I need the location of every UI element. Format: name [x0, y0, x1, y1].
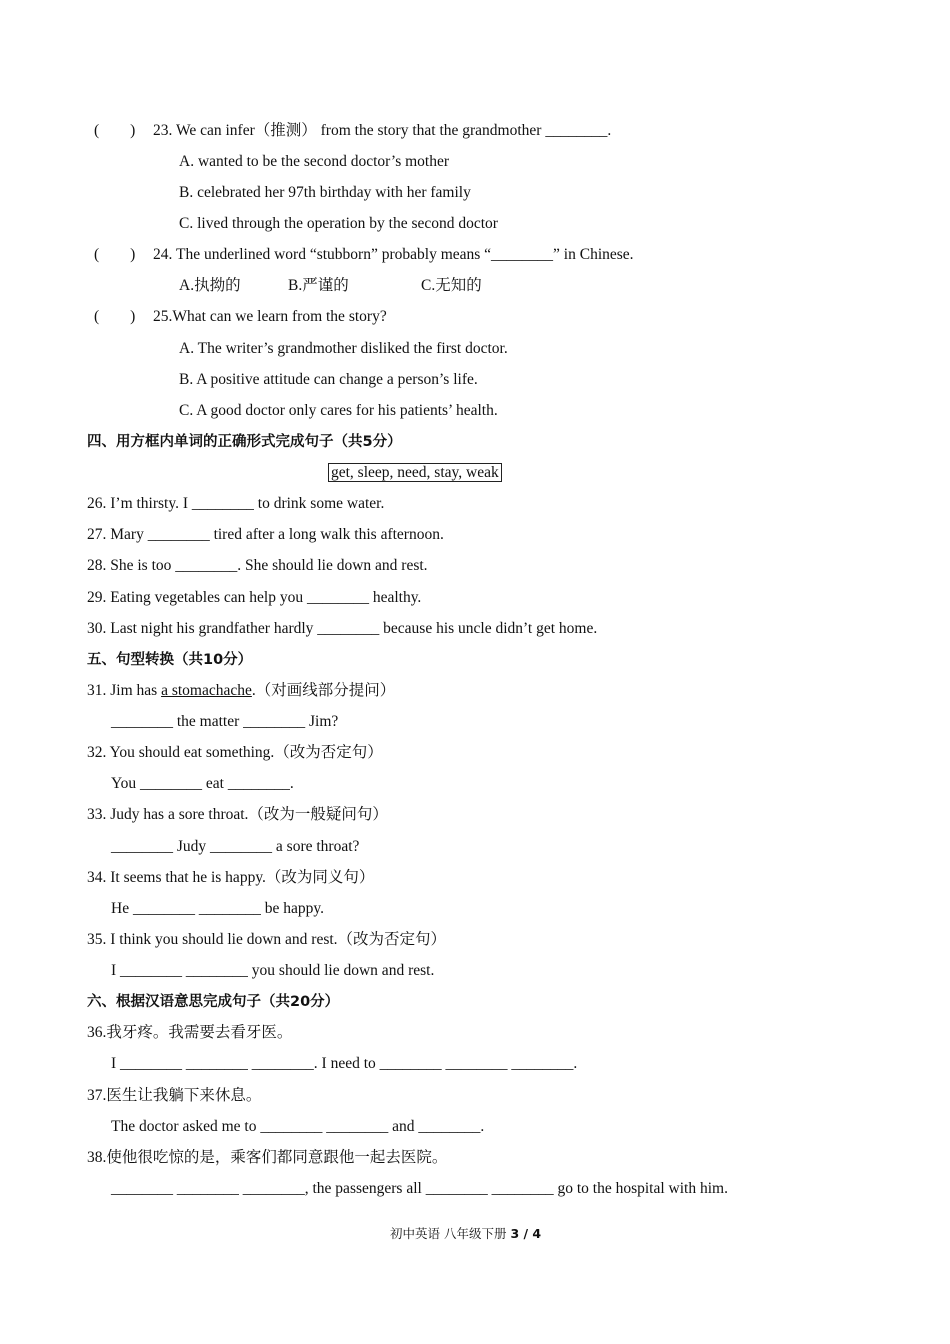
- q31-pre: 31. Jim has: [87, 682, 162, 699]
- q23-option-a: A. wanted to be the second doctor’s mother: [179, 153, 450, 170]
- page-number: 3 / 4: [510, 1226, 542, 1241]
- q24-option-c: C.无知的: [421, 277, 482, 294]
- q32-answer: You ________ eat ________.: [111, 775, 294, 792]
- section6-heading: 六、根据汉语意思完成句子（共20分）: [87, 994, 340, 1010]
- q25-stem: 25.What can we learn from the story?: [153, 308, 387, 325]
- page-footer: [390, 1224, 541, 1244]
- q31-answer: ________ the matter ________ Jim?: [111, 713, 339, 730]
- q34-answer: He ________ ________ be happy.: [111, 900, 324, 917]
- q38-answer: ________ ________ ________, the passengers all ________ ________ go to the hospital with him.: [111, 1180, 728, 1197]
- q34-stem: 34. It seems that he is happy.（改为同义句）: [87, 869, 375, 886]
- q37-stem: 37.医生让我躺下来休息。: [87, 1087, 262, 1104]
- q35-stem: 35. I think you should lie down and rest.（改为否定句）: [87, 931, 447, 948]
- q23-paren: ( ): [94, 122, 136, 139]
- q31-post: .（对画线部分提问）: [251, 682, 396, 699]
- q29: 29. Eating vegetables can help you ________ healthy.: [87, 589, 422, 606]
- q23-option-b: B. celebrated her 97th birthday with her family: [179, 184, 471, 201]
- q37-answer: The doctor asked me to ________ ________ and ________.: [111, 1118, 485, 1135]
- q24-option-a: A.执拗的: [179, 277, 241, 294]
- q26: 26. I’m thirsty. I ________ to drink some water.: [87, 495, 385, 512]
- q24-paren: ( ): [94, 246, 136, 263]
- q32-stem: 32. You should eat something.（改为否定句）: [87, 744, 383, 761]
- q28: 28. She is too ________. She should lie down and rest.: [87, 557, 428, 574]
- q24-stem: 24. The underlined word “stubborn” probably means “________” in Chinese.: [153, 246, 634, 263]
- q36-answer: I ________ ________ ________. I need to ________ ________ ________.: [111, 1055, 578, 1072]
- word-box: [328, 463, 502, 483]
- q23-option-c: C. lived through the operation by the second doctor: [179, 215, 498, 232]
- q23-stem: 23. We can infer（推测） from the story that the grandmother ________.: [153, 122, 612, 139]
- q25-option-c: C. A good doctor only cares for his patients’ health.: [179, 402, 498, 419]
- q31-underlined: a stomachache: [161, 682, 252, 699]
- q33-answer: ________ Judy ________ a sore throat?: [111, 838, 360, 855]
- footer-label: 初中英语 八年级下册: [390, 1226, 511, 1241]
- q25-paren: ( ): [94, 308, 136, 325]
- q36-stem: 36.我牙疼。我需要去看牙医。: [87, 1024, 293, 1041]
- q24-option-b: B.严谨的: [288, 277, 349, 294]
- q31-stem: [87, 681, 395, 701]
- section5-heading: 五、句型转换（共10分）: [87, 652, 253, 668]
- q30: 30. Last night his grandfather hardly ________ because his uncle didn’t get home.: [87, 620, 598, 637]
- q25-option-b: B. A positive attitude can change a person’s life.: [179, 371, 478, 388]
- section4-heading: 四、用方框内单词的正确形式完成句子（共5分）: [87, 434, 402, 450]
- q25-option-a: A. The writer’s grandmother disliked the first doctor.: [179, 340, 508, 357]
- q33-stem: 33. Judy has a sore throat.（改为一般疑问句）: [87, 806, 388, 823]
- word-box-text: get, sleep, need, stay, weak: [328, 463, 502, 482]
- q27: 27. Mary ________ tired after a long walk this afternoon.: [87, 526, 444, 543]
- q38-stem: 38.使他很吃惊的是，乘客们都同意跟他一起去医院。: [87, 1149, 448, 1166]
- q35-answer: I ________ ________ you should lie down and rest.: [111, 962, 435, 979]
